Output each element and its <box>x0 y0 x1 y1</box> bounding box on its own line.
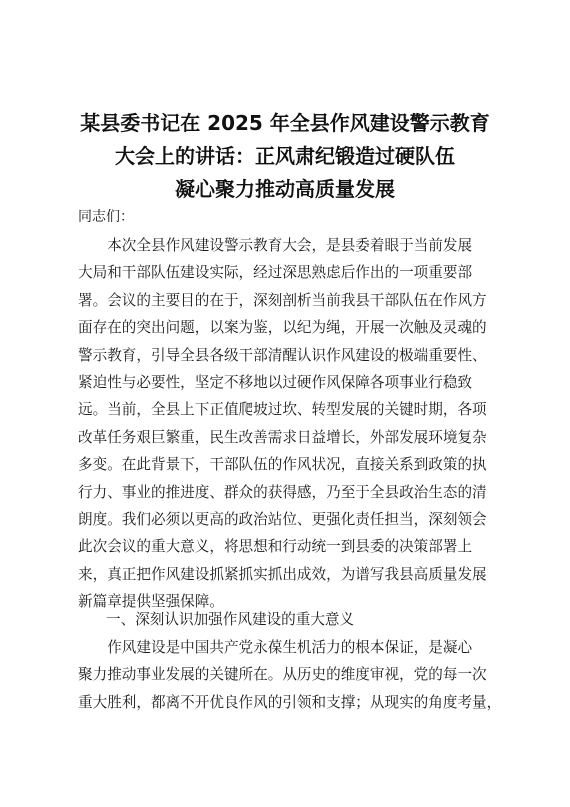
paragraph-line: 行力、事业的推进度、群众的获得感，乃至于全县政治生态的清 <box>78 483 487 501</box>
title-line-1: 某县委书记在 2025 年全县作风建设警示教育 <box>80 111 490 135</box>
paragraph-line: 署。会议的主要目的在于，深刻剖析当前我县干部队伍在作风方 <box>78 291 487 309</box>
paragraph-line: 警示教育，引导全县各级干部清醒认识作风建设的极端重要性、 <box>78 346 487 364</box>
title-line-2: 大会上的讲话：正风肃纪锻造过硬队伍 <box>115 144 455 168</box>
paragraph-1 <box>78 232 498 615</box>
paragraph-line: 聚力推动事业发展的关键所在。从历史的维度审视，党的每一次 <box>78 666 487 684</box>
paragraph-line: 远。当前，全县上下正值爬坡过坎、转型发展的关键时期，各项 <box>78 401 487 419</box>
paragraph-line: 紧迫性与必要性，坚定不移地以过硬作风保障各项事业行稳致 <box>78 373 473 391</box>
paragraph-line: 重大胜利，都离不开优良作风的引领和支撑；从现实的角度考量， <box>78 693 502 711</box>
paragraph-line: 改革任务艰巨繁重，民生改善需求日益增长，外部发展环境复杂 <box>78 428 487 446</box>
paragraph-line: 多变。在此背景下，干部队伍的作风状况，直接关系到政策的执 <box>78 456 487 474</box>
paragraph-line: 新篇章提供坚强保障。 <box>78 593 224 611</box>
paragraph-line: 来，真正把作风建设抓紧抓实抓出成效，为谱写我县高质量发展 <box>78 565 487 583</box>
salutation: 同志们： <box>78 209 134 225</box>
paragraph-line: 此次会议的重大意义，将思想和行动统一到县委的决策部署上 <box>78 538 473 556</box>
paragraph-line: 作风建设是中国共产党永葆生机活力的根本保证，是凝心 <box>78 639 473 656</box>
paragraph-line: 大局和干部队伍建设实际，经过深思熟虑后作出的一项重要部 <box>78 264 473 282</box>
section-heading: 一、深刻认识加强作风建设的重大意义 <box>106 611 355 628</box>
paragraph-line: 朗度。我们必须以更高的政治站位、更强化责任担当，深刻领会 <box>78 510 487 528</box>
paragraph-line: 本次全县作风建设警示教育大会，是县委着眼于当前发展 <box>78 237 473 254</box>
title-line-3: 凝心聚力推动高质量发展 <box>175 177 395 201</box>
paragraph-2 <box>78 634 502 716</box>
paragraph-line: 面存在的突出问题，以案为鉴，以纪为绳，开展一次触及灵魂的 <box>78 319 487 337</box>
